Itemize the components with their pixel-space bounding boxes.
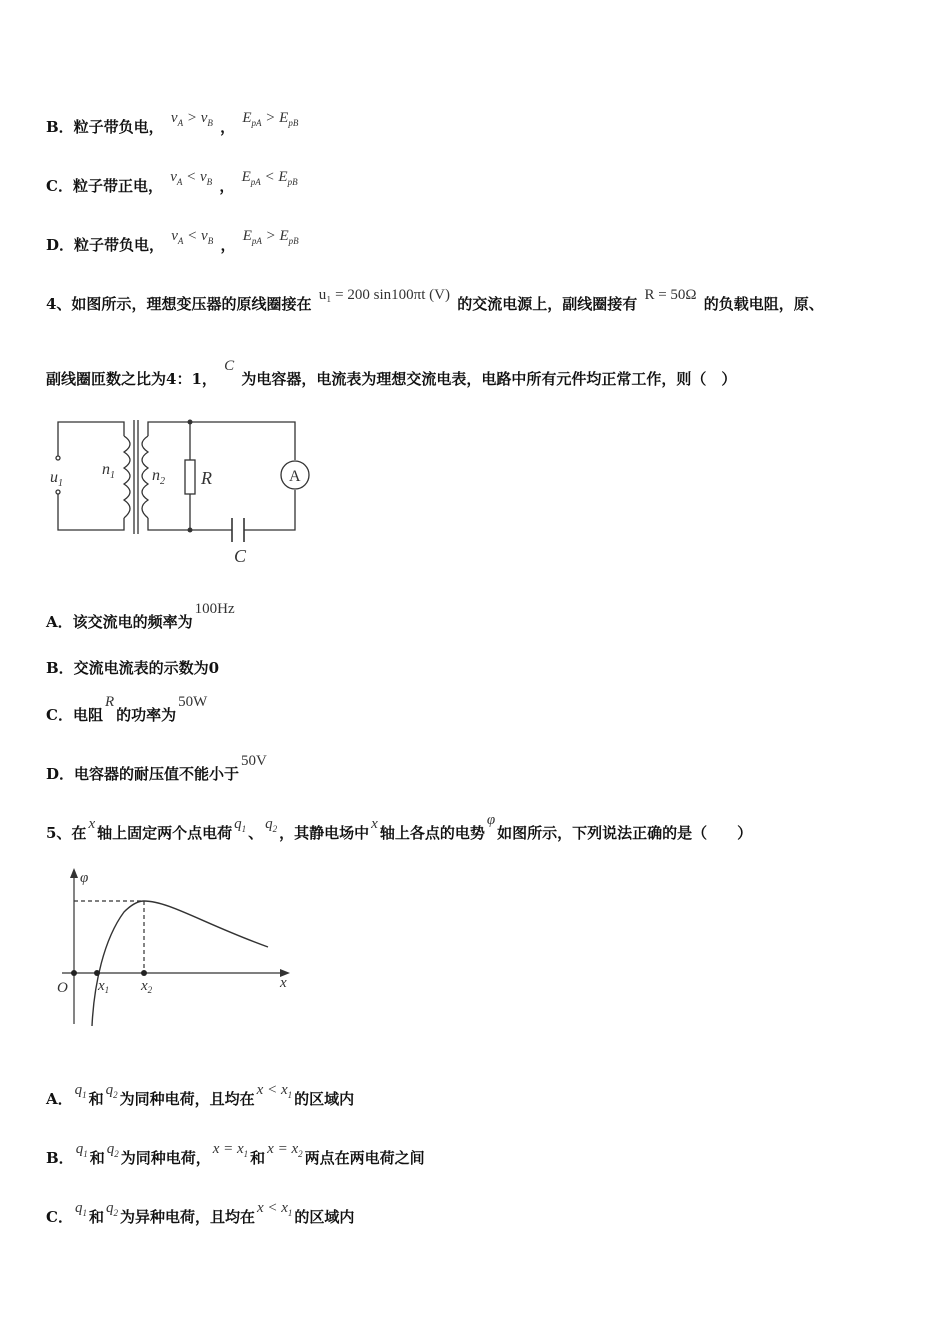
q5-option-b: [46, 1141, 425, 1169]
n1-label: $n_1$: [102, 461, 115, 481]
q3-option-d-label: D．粒子带负电，: [46, 236, 165, 254]
resistor-label: R: [201, 468, 212, 488]
primary-bottom-wire: [58, 492, 124, 530]
math-va-lt-vb: $v_A < v_B$: [170, 169, 213, 187]
q3-option-b-label: B．粒子带负电，: [46, 118, 164, 136]
q5-option-a-label: A．: [46, 1090, 73, 1108]
q4-option-a: [46, 601, 237, 632]
q4-voltage-formula: u₁ = 200 sin100πt (V): [318, 287, 450, 303]
u1-label: $u_1$: [50, 469, 63, 489]
q4-option-c-var: R: [104, 694, 115, 710]
q5-option-text: 的区域内: [294, 1090, 355, 1108]
secondary-coil: [142, 436, 148, 518]
math-epa-lt-epb: $E_{pA} < E_{pB}$: [241, 169, 298, 187]
math-q2: $q_2$: [105, 1082, 118, 1100]
q4-option-c: [46, 694, 209, 725]
math-x-lt-x1: $x < x_1$: [256, 1082, 293, 1100]
phi-label: φ: [80, 870, 89, 886]
math-va-lt-vb: $v_A < v_B$: [171, 228, 214, 246]
math-x-lt-x1: $x < x_1$: [256, 1200, 293, 1218]
math-q1: $q_1$: [75, 1141, 88, 1159]
q4-text: 4、如图所示，理想变压器的原线圈接在: [46, 295, 312, 313]
q4-option-a-value: 100Hz: [194, 601, 235, 617]
math-q1: $q_1$: [74, 1200, 87, 1218]
x2-dot: [141, 970, 147, 976]
math-x-eq-x1: $x = x_1$: [212, 1141, 249, 1159]
math-q1: $q_1$: [74, 1082, 87, 1100]
q4-stem-line2: [46, 358, 737, 389]
n2-label: $n_2$: [152, 467, 165, 487]
separator: ，: [220, 118, 236, 136]
q4-option-d-text: D．电容器的耐压值不能小于: [46, 765, 240, 783]
primary-coil: [124, 436, 130, 518]
ammeter-label: A: [289, 468, 301, 485]
resistor: [185, 460, 195, 494]
potential-curve: [92, 901, 268, 1026]
q5-option-text: 为异种电荷，且均在: [119, 1208, 255, 1226]
q5-sep: 、: [248, 824, 264, 842]
x2-label: $x_2$: [141, 978, 153, 995]
q4-option-d: [46, 753, 269, 784]
q5-q2-var: $q_2$: [265, 816, 278, 834]
q4-option-c-text: C．电阻: [46, 706, 103, 724]
q5-text: 5、在: [46, 824, 87, 842]
q5-q1-var: $q_1$: [234, 816, 247, 834]
q5-option-c: [46, 1200, 355, 1228]
transformer-circuit-diagram: [46, 412, 316, 572]
math-epa-gt-epb: $E_{pA} > E_{pB}$: [242, 110, 299, 128]
q5-text: 轴上固定两个点电荷: [97, 824, 233, 842]
origin-label: O: [57, 980, 68, 996]
q5-stem: [46, 812, 753, 844]
q5-option-text: 为同种电荷，: [120, 1149, 211, 1167]
phi-axis-arrow: [70, 868, 78, 878]
separator: ，: [219, 177, 235, 195]
q5-option-c-label: C．: [46, 1208, 73, 1226]
q4-option-c-text: 的功率为: [116, 706, 177, 724]
q5-option-text: 和: [89, 1149, 105, 1167]
q5-option-text: 和: [250, 1149, 266, 1167]
q3-option-b: [46, 110, 300, 138]
q4-resistance-value: R = 50Ω: [644, 287, 697, 303]
x1-label: $x_1$: [98, 978, 110, 995]
terminal-bottom: [56, 490, 60, 494]
junction-dot: [188, 420, 193, 425]
math-va-gt-vb: $v_A > v_B$: [170, 110, 213, 128]
q4-stem-line1: [46, 287, 824, 314]
separator: ，: [220, 236, 236, 254]
q5-text: 如图所示，下列说法正确的是（ ）: [497, 824, 753, 842]
q5-option-text: 为同种电荷，且均在: [119, 1090, 255, 1108]
primary-top-wire: [58, 422, 124, 458]
x1-dot: [94, 970, 100, 976]
math-q2: $q_2$: [106, 1141, 119, 1159]
q5-x-var: x: [371, 816, 378, 832]
q5-option-b-label: B．: [46, 1149, 74, 1167]
capacitor-label: C: [234, 546, 247, 566]
q3-option-d: [46, 228, 301, 256]
q4-option-b: [46, 657, 219, 678]
q4-text: 的交流电源上，副线圈接有: [457, 295, 638, 313]
q5-option-a: [46, 1082, 355, 1110]
math-epa-gt-epb: $E_{pA} > E_{pB}$: [242, 228, 299, 246]
junction-dot: [188, 528, 193, 533]
q4-text: 的负载电阻，原、: [703, 295, 824, 313]
capacitor-right-wire: [244, 490, 295, 530]
q5-text: 轴上各点的电势: [379, 824, 485, 842]
q4-text: 为电容器，电流表为理想交流电表，电路中所有元件均正常工作，则（ ）: [241, 370, 737, 388]
terminal-top: [56, 456, 60, 460]
q4-capacitor-var: C: [224, 358, 235, 374]
q4-option-d-value: 50V: [241, 753, 267, 769]
origin-dot: [71, 970, 77, 976]
q4-text: 副线圈匝数之比为4：1，: [46, 370, 217, 388]
q5-option-text: 和: [88, 1208, 104, 1226]
x-axis-label: x: [280, 975, 287, 991]
math-x-eq-x2: $x = x_2$: [267, 1141, 303, 1159]
q5-option-text: 两点在两电荷之间: [304, 1149, 425, 1167]
q4-option-a-text: A．该交流电的频率为: [46, 613, 193, 631]
q5-phi-var: φ: [486, 812, 496, 828]
q4-option-c-value: 50W: [178, 694, 208, 710]
q5-x-var: x: [88, 816, 96, 832]
q4-option-b-text: B．交流电流表的示数为0: [46, 659, 220, 677]
q5-option-text: 和: [88, 1090, 104, 1108]
q5-text: ，其静电场中: [279, 824, 370, 842]
potential-graph: [54, 864, 299, 1034]
q5-option-text: 的区域内: [294, 1208, 355, 1226]
math-q2: $q_2$: [105, 1200, 118, 1218]
q3-option-c-label: C．粒子带正电，: [46, 177, 163, 195]
secondary-top-wire: [148, 422, 295, 460]
q3-option-c: [46, 169, 300, 197]
